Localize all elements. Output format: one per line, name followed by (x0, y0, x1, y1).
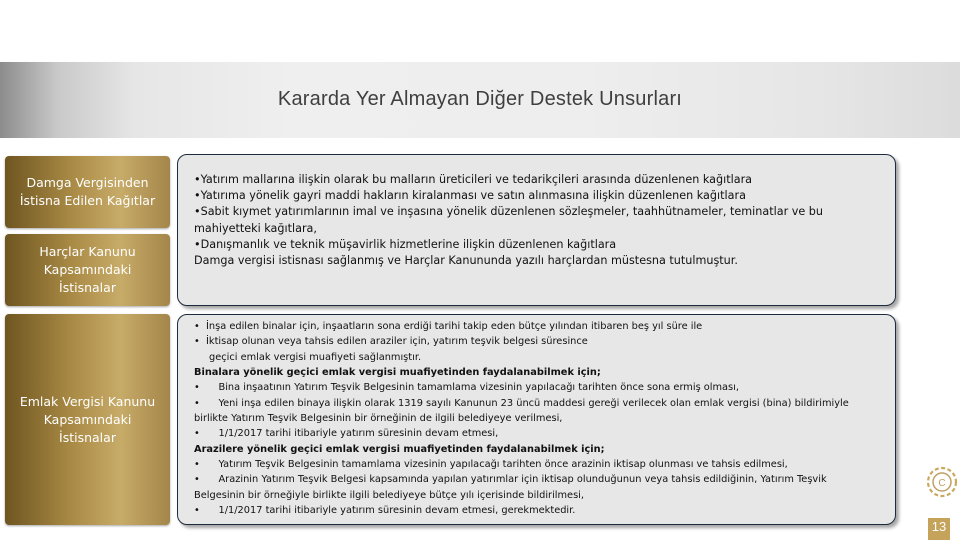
panel1-line: •Danışmanlık ve teknik müşavirlik hizmetlerine ilişkin düzenlenen kağıtlara (194, 237, 617, 251)
panel2-item-text: Yatırım Teşvik Belgesinin tamamlama vizesinin yapılacağı tarihten önce arazinin iktisap olunması ve tahsis edilmesi, (218, 459, 788, 471)
panel2-item-text: 1/1/2017 tarihi itibariyle yatırım süresinin devam etmesi, (218, 428, 499, 440)
emlak-vergisi-panel (177, 314, 896, 525)
panel1-line: •Yatırım mallarına ilişkin olarak bu malların üreticileri ve tedarikçileri arasında düzenlenen kağıtlara (194, 173, 753, 186)
panel2-item: • Yatırım Teşvik Belgesinin tamamlama vizesinin yapılacağı tarihten önce arazinin iktisap olunması ve tahsis edilmesi, (194, 459, 788, 471)
panel2-item: • Yeni inşa edilen binaya ilişkin olarak 1319 sayılı Kanunun 23 üncü maddesi gereği verilecek olan emlak vergisi (bina) bildirimiyle (194, 397, 849, 409)
panel1-line: •Sabit kıymet yatırımlarının imal ve inşasına yönelik düzenlenen sözleşmeler, taahhütnameler, teminatlar ve bu (194, 205, 823, 219)
label-damga-line1: Damga Vergisinden (26, 175, 149, 190)
panel2-item-text: Yeni inşa edilen binaya ilişkin olarak 1319 sayılı Kanunun 23 üncü maddesi gereği verilecek olan emlak vergisi (bina) bildirimiyle (218, 397, 849, 409)
label-harclar-line3: İstisnalar (59, 280, 116, 295)
panel2-heading-arazi: Arazilere yönelik geçici emlak vergisi muafiyetinden faydalanabilmek için; (194, 443, 605, 455)
label-damga-vergisi (5, 156, 170, 228)
panel2-bullet: • İnşa edilen binalar için, inşaatların sona erdiği tarihi takip eden bütçe yılından itibaren beş yıl süre ile (194, 321, 703, 332)
gear-logo-icon (918, 460, 960, 516)
label-emlak-line2: Kapsamındaki (43, 411, 132, 427)
panel2-item-text: Bina inşaatının Yatırım Teşvik Belgesinin tamamlama vizesinin yapılacağı tarihten önce sona ermiş olması, (218, 382, 739, 394)
page-number: 13 (928, 518, 950, 540)
label-emlak-line1: Emlak Vergisi Kanunu (19, 393, 156, 409)
label-emlak-line3: İstisnalar (59, 429, 116, 445)
panel2-item: • 1/1/2017 tarihi itibariyle yatırım süresinin devam etmesi, gerekmektedir. (194, 505, 576, 517)
panel2-item-text: Arazinin Yatırım Teşvik Belgesi kapsamında yapılan yatırımlar için iktisap olunduğunun veya tahsis edildiğinin, Yatırım Teşvik (218, 474, 827, 486)
panel2-bullet: • İktisap olunan veya tahsis edilen araziler için, yatırım teşvik belgesi süresince (194, 336, 588, 348)
panel2-item: • 1/1/2017 tarihi itibariyle yatırım süresinin devam etmesi, (194, 428, 499, 440)
label-harclar-line2: Kapsamındaki (43, 262, 132, 277)
label-emlak-vergisi (5, 314, 170, 525)
damga-harc-panel (177, 154, 896, 306)
panel2-heading-bina: Binalara yönelik geçici emlak vergisi muafiyetinden faydalanabilmek için; (194, 367, 601, 379)
label-harclar-kanunu (5, 234, 170, 306)
panel2-bullet-text: İktisap olunan veya tahsis edilen araziler için, yatırım teşvik belgesi süresince (206, 336, 588, 348)
panel2-item-continuation: Belgesinin bir örneğiyle birlikte ilgili belediyeye bütçe yılı içerisinde bildirilmesi, (194, 489, 585, 501)
panel1-line: Damga vergisi istisnası sağlanmış ve Harçlar Kanununda yazılı harçlardan müstesna tutulmuştur. (194, 254, 738, 268)
panel2-item: • Arazinin Yatırım Teşvik Belgesi kapsamında yapılan yatırımlar için iktisap olunduğunun veya tahsis edildiğinin, Yatırım Teşvik (194, 474, 827, 486)
svg-text:C: C (938, 478, 946, 489)
panel2-continuation: geçici emlak vergisi muafiyeti sağlanmıştır. (209, 351, 422, 363)
page-title: Kararda Yer Almayan Diğer Destek Unsurları (277, 88, 683, 110)
label-damga-line2: İstisna Edilen Kağıtlar (19, 193, 156, 208)
panel2-item-text: 1/1/2017 tarihi itibariyle yatırım süresinin devam etmesi, gerekmektedir. (218, 505, 576, 517)
panel2-item-continuation: birlikte Yatırım Teşvik Belgesinin bir örneğinin de ilgili belediyeye verilmesi, (194, 413, 563, 425)
panel1-line: mahiyetteki kağıtlara, (194, 221, 317, 235)
label-harclar-line1: Harçlar Kanunu (39, 244, 136, 259)
panel1-line: •Yatırıma yönelik gayri maddi hakların kiralanması ve satın alınmasına ilişkin düzenlenen kağıtlara (194, 189, 746, 203)
panel2-item: • Bina inşaatının Yatırım Teşvik Belgesinin tamamlama vizesinin yapılacağı tarihten önce sona ermiş olması, (194, 382, 739, 394)
panel2-bullet-text: İnşa edilen binalar için, inşaatların sona erdiği tarihi takip eden bütçe yılından itibaren beş yıl süre ile (206, 321, 703, 332)
